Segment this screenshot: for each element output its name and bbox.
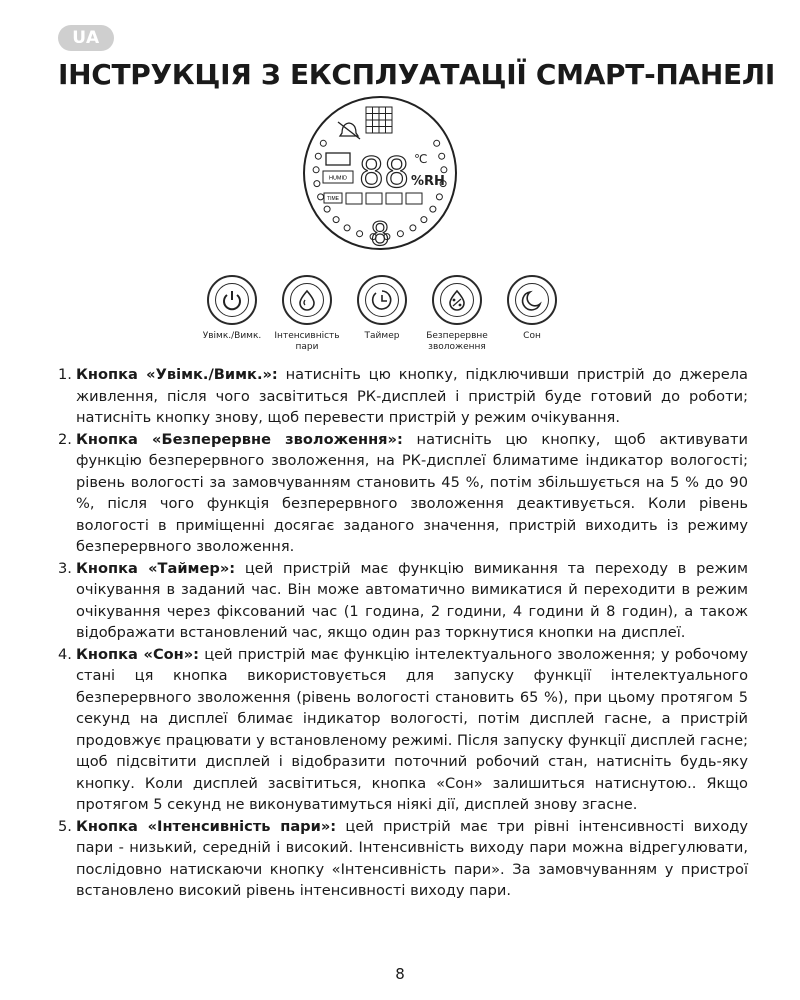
temp-unit: ℃	[414, 152, 428, 166]
page-title: ІНСТРУКЦІЯ З ЕКСПЛУАТАЦІЇ СМАРТ-ПАНЕЛІ	[58, 58, 775, 91]
timer-button-label: Таймер	[364, 331, 400, 341]
item-heading: Кнопка «Сон»:	[76, 645, 200, 663]
list-item	[58, 816, 748, 902]
timer-icon	[368, 286, 396, 314]
sleep-button-label: Сон	[523, 331, 541, 341]
item-text: цей пристрій має функцію інтелектуального зволоження; у робочому стані ця кнопка використовується для запуску функції інтелектуального безперервного зволоження (рівень вологості становить 65 %), при цьому протягом 5 секунд на дисплеї блимає індикатор вологості, потім дисплей гасне, а пристрій продовжує працювати у встановленому режимі. Після запуску функції дисплей гасне; щоб підсвітити дисплей і відобразити поточний робочий стан, натисніть будь-яку кнопку. Коли дисплей засвітиться, кнопка «Сон» залишиться натиснутою.. Якщо протягом 5 секунд не виконуватимуться ніякі дії, дисплей знову згасне.	[76, 645, 748, 813]
power-button-label: Увімк./Вимк.	[202, 331, 262, 341]
control-buttons	[195, 275, 555, 365]
rh-unit: %RH	[411, 174, 445, 189]
sleep-button[interactable]	[507, 275, 557, 325]
mist-intensity-icon	[293, 286, 321, 314]
item-heading: Кнопка «Таймер»:	[76, 559, 236, 577]
page-number: 8	[395, 965, 405, 983]
lcd-display-diagram	[290, 95, 470, 255]
item-text: натисніть цю кнопку, підключивши пристрій до джерела живлення, після чого засвітиться РК-дисплей і пристрій буде готовий до роботи; натисніть кнопку знову, щоб перевести пристрій у режим очікування.	[76, 366, 749, 426]
mist-intensity-button[interactable]	[282, 275, 332, 325]
main-digits: 88	[358, 148, 410, 197]
timer-label: TIME	[327, 196, 339, 202]
item-number: 4.	[58, 645, 72, 663]
humid-label: HUMID	[328, 175, 348, 182]
list-item	[58, 429, 748, 558]
item-number: 1.	[58, 366, 72, 383]
language-badge: UA	[58, 25, 114, 51]
list-item	[58, 364, 748, 429]
item-text: натисніть цю кнопку, щоб активувати функцію безперервного зволоження, на РК-дисплеї блиматиме індикатор вологості; рівень вологості за замовчуванням становить 45 %, потім збільшується на 5 % до 90 %, після чого функція безперервного зволоження деактивується. Коли рівень вологості в приміщенні досягає заданого значення, пристрій виходить із режиму безперервного зволоження.	[76, 430, 748, 555]
continuous-humidify-icon	[443, 286, 471, 314]
instructions-list	[58, 364, 748, 902]
item-heading: Кнопка «Увімк./Вимк.»:	[76, 366, 278, 383]
mist-intensity-button-label: Інтенсивність пари	[274, 331, 340, 352]
item-text: цей пристрій має функцію вимикання та переходу в режим очікування в заданий час. Він може автоматично вимикатися й переходити в режим очікування через фіксований час (1 година, 2 години, 4 години й 8 годин), а також відображати встановлений час, якщо один раз торкнутися кнопки на дисплеї.	[76, 559, 748, 641]
timer-button[interactable]	[357, 275, 407, 325]
item-number: 3.	[58, 559, 72, 577]
small-digit: 8	[370, 215, 390, 253]
item-number: 2.	[58, 430, 72, 448]
list-item	[58, 558, 748, 644]
continuous-humidify-button[interactable]	[432, 275, 482, 325]
item-text: цей пристрій має три рівні інтенсивності виходу пари - низький, середній і високий. Інтенсивність виходу пари можна відрегулювати, послідовно натискаючи кнопку «Інтенсивність пари». За замовчуванням у пристрої встановлено високий рівень інтенсивності виходу пари.	[76, 817, 748, 899]
item-heading: Кнопка «Безперервне зволоження»:	[76, 430, 403, 448]
power-button[interactable]	[207, 275, 257, 325]
continuous-humidify-button-label: Безперервне зволоження	[426, 331, 488, 352]
item-heading: Кнопка «Інтенсивність пари»:	[76, 817, 337, 835]
list-item	[58, 644, 748, 816]
item-number: 5.	[58, 817, 72, 835]
sleep-icon	[518, 286, 546, 314]
power-icon	[218, 286, 246, 314]
